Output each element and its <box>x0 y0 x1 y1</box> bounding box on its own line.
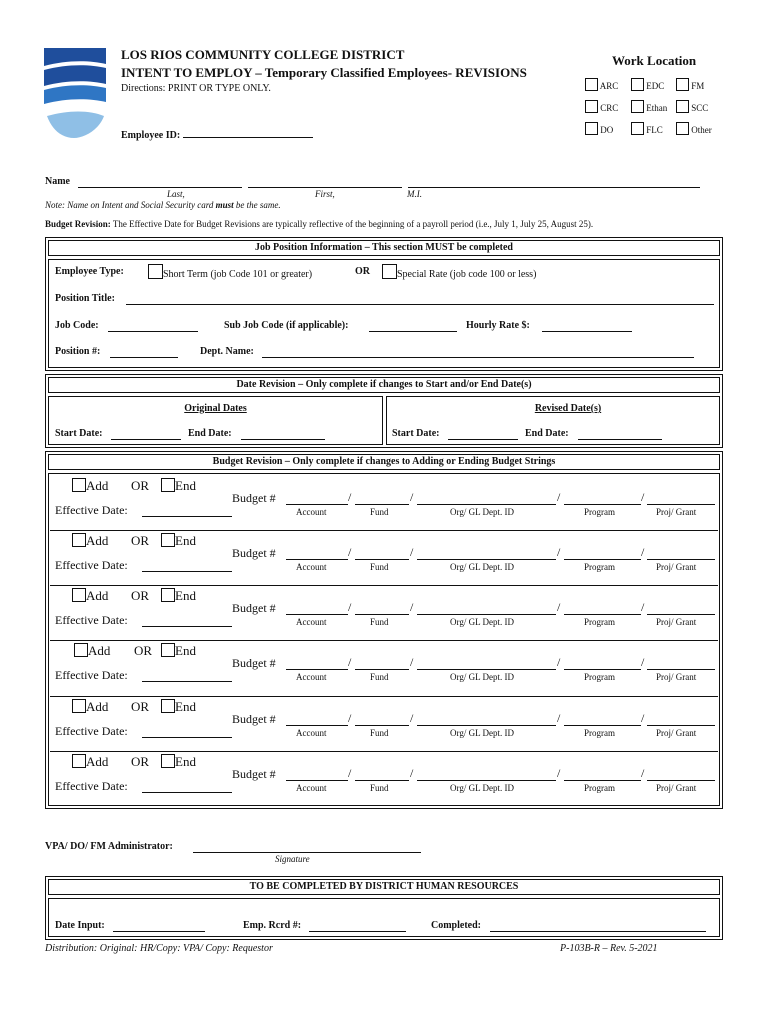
fund-caption: Fund <box>370 672 389 682</box>
checkbox-icon[interactable] <box>161 588 175 602</box>
checkbox-icon[interactable] <box>72 699 86 713</box>
account-caption: Account <box>296 507 327 517</box>
org-dept-line[interactable] <box>417 491 556 505</box>
dept-name-line[interactable] <box>262 346 694 358</box>
emp-rcrd-label: Emp. Rcrd #: <box>243 920 302 931</box>
checkbox-icon[interactable] <box>676 100 689 113</box>
slash-separator: / <box>410 545 414 559</box>
budget-number-label: Budget # <box>232 601 276 615</box>
job-code-line[interactable] <box>108 320 198 332</box>
location-option-fm[interactable]: FM <box>676 78 704 91</box>
fund-line[interactable] <box>355 656 409 670</box>
add-option[interactable]: Add <box>74 643 110 659</box>
effective-date-label: Effective Date: <box>55 724 128 738</box>
position-number-line[interactable] <box>110 346 178 358</box>
checkbox-icon[interactable] <box>72 754 86 768</box>
fund-line[interactable] <box>355 491 409 505</box>
work-location-grid <box>585 78 725 144</box>
org-dept-caption: Org/ GL Dept. ID <box>450 672 514 682</box>
account-line[interactable] <box>286 491 348 505</box>
slash-separator: / <box>348 490 352 504</box>
fund-line[interactable] <box>355 712 409 726</box>
administrator-signature-line[interactable] <box>193 841 421 853</box>
effective-date-label: Effective Date: <box>55 779 128 793</box>
checkbox-icon[interactable] <box>72 533 86 547</box>
date-input-line[interactable] <box>113 920 205 932</box>
fund-line[interactable] <box>355 601 409 615</box>
date-section-header: Date Revision – Only complete if changes to Start and/or End Date(s) <box>236 379 532 390</box>
fund-caption: Fund <box>370 507 389 517</box>
proj-grant-line[interactable] <box>647 546 715 560</box>
proj-grant-caption: Proj/ Grant <box>656 672 697 682</box>
signature-caption: Signature <box>275 854 310 864</box>
location-option-ethan[interactable]: Ethan <box>631 100 667 113</box>
effective-date-line[interactable] <box>142 613 232 627</box>
budget-number-label: Budget # <box>232 767 276 781</box>
org-dept-caption: Org/ GL Dept. ID <box>450 507 514 517</box>
checkbox-icon[interactable] <box>585 100 598 113</box>
completed-label: Completed: <box>431 920 481 931</box>
slash-separator: / <box>557 490 561 504</box>
location-option-arc[interactable]: ARC <box>585 78 618 91</box>
budget-number-label: Budget # <box>232 491 276 505</box>
hourly-rate-label: Hourly Rate $: <box>466 320 530 331</box>
add-end-or: OR <box>131 533 150 548</box>
proj-grant-line[interactable] <box>647 767 715 781</box>
original-end-label: End Date: <box>188 428 232 439</box>
dept-name-label: Dept. Name: <box>200 346 254 357</box>
job-code-label: Job Code: <box>55 320 99 331</box>
slash-separator: / <box>410 766 414 780</box>
special-rate-option[interactable]: Special Rate (job code 100 or less) <box>382 264 536 280</box>
revised-end-label: End Date: <box>525 428 569 439</box>
district-name: LOS RIOS COMMUNITY COLLEGE DISTRICT <box>121 47 405 62</box>
district-logo <box>44 46 110 142</box>
org-dept-line[interactable] <box>417 712 556 726</box>
end-option[interactable]: End <box>161 754 196 770</box>
employee-type-label: Employee Type: <box>55 266 124 277</box>
distribution-note: Distribution: Original: HR/Copy: VPA/ Copy: Requestor <box>45 943 273 954</box>
org-dept-line[interactable] <box>417 601 556 615</box>
original-dates-title: Original Dates <box>184 403 247 414</box>
checkbox-icon[interactable] <box>72 478 86 492</box>
account-line[interactable] <box>286 656 348 670</box>
checkbox-icon[interactable] <box>161 643 175 657</box>
slash-separator: / <box>641 545 645 559</box>
program-caption: Program <box>584 617 615 627</box>
revised-start-line[interactable] <box>448 428 518 440</box>
program-caption: Program <box>584 507 615 517</box>
program-caption: Program <box>584 783 615 793</box>
slash-separator: / <box>641 766 645 780</box>
location-option-edc[interactable]: EDC <box>631 78 664 91</box>
original-start-label: Start Date: <box>55 428 103 439</box>
checkbox-icon[interactable] <box>631 100 644 113</box>
program-line[interactable] <box>564 491 641 505</box>
slash-separator: / <box>641 655 645 669</box>
original-start-line[interactable] <box>111 428 181 440</box>
proj-grant-caption: Proj/ Grant <box>656 617 697 627</box>
program-line[interactable] <box>564 546 641 560</box>
account-line[interactable] <box>286 712 348 726</box>
fund-caption: Fund <box>370 783 389 793</box>
slash-separator: / <box>557 545 561 559</box>
name-note: Note: Name on Intent and Social Security card must be the same. <box>45 200 281 210</box>
location-option-do[interactable]: DO <box>585 122 613 135</box>
budget-row-separator <box>50 696 718 697</box>
last-name-line[interactable] <box>78 176 242 188</box>
first-name-caption: First, <box>315 189 335 199</box>
position-title-line[interactable] <box>126 293 714 305</box>
emp-rcrd-line[interactable] <box>309 920 406 932</box>
add-end-or: OR <box>131 478 150 493</box>
sub-job-code-line[interactable] <box>369 320 457 332</box>
fund-caption: Fund <box>370 562 389 572</box>
revised-start-label: Start Date: <box>392 428 440 439</box>
slash-separator: / <box>410 490 414 504</box>
location-option-scc[interactable]: SCC <box>676 100 708 113</box>
form-title: INTENT TO EMPLOY – Temporary Classified Employees- REVISIONS <box>121 65 527 80</box>
program-caption: Program <box>584 562 615 572</box>
proj-grant-caption: Proj/ Grant <box>656 728 697 738</box>
slash-separator: / <box>641 600 645 614</box>
program-caption: Program <box>584 728 615 738</box>
checkbox-icon[interactable] <box>161 699 175 713</box>
budget-row-separator <box>50 585 718 586</box>
location-option-crc[interactable]: CRC <box>585 100 618 113</box>
slash-separator: / <box>348 600 352 614</box>
slash-separator: / <box>348 545 352 559</box>
add-option[interactable]: Add <box>72 588 108 604</box>
checkbox-icon[interactable] <box>631 122 644 135</box>
slash-separator: / <box>557 711 561 725</box>
slash-separator: / <box>348 766 352 780</box>
add-option[interactable]: Add <box>72 754 108 770</box>
org-dept-caption: Org/ GL Dept. ID <box>450 783 514 793</box>
slash-separator: / <box>557 766 561 780</box>
checkbox-icon[interactable] <box>585 122 598 135</box>
slash-separator: / <box>348 711 352 725</box>
account-line[interactable] <box>286 601 348 615</box>
effective-date-label: Effective Date: <box>55 503 128 517</box>
org-dept-caption: Org/ GL Dept. ID <box>450 562 514 572</box>
revised-dates-title: Revised Date(s) <box>534 403 602 414</box>
account-caption: Account <box>296 783 327 793</box>
effective-date-line[interactable] <box>142 724 232 738</box>
location-option-other[interactable]: Other <box>676 122 712 135</box>
directions: Directions: PRINT OR TYPE ONLY. <box>121 83 271 94</box>
position-title-label: Position Title: <box>55 293 115 304</box>
completed-line[interactable] <box>490 920 706 932</box>
program-line[interactable] <box>564 601 641 615</box>
proj-grant-line[interactable] <box>647 491 715 505</box>
original-end-line[interactable] <box>241 428 325 440</box>
checkbox-icon[interactable] <box>72 588 86 602</box>
fund-line[interactable] <box>355 767 409 781</box>
budget-number-label: Budget # <box>232 712 276 726</box>
checkbox-icon[interactable] <box>74 643 88 657</box>
budget-number-label: Budget # <box>232 546 276 560</box>
org-dept-caption: Org/ GL Dept. ID <box>450 728 514 738</box>
fund-caption: Fund <box>370 617 389 627</box>
add-end-or: OR <box>131 699 150 714</box>
effective-date-line[interactable] <box>142 503 232 517</box>
slash-separator: / <box>410 655 414 669</box>
short-term-option[interactable]: Short Term (job Code 101 or greater) <box>148 264 312 280</box>
account-caption: Account <box>296 672 327 682</box>
hourly-rate-line[interactable] <box>542 320 632 332</box>
program-caption: Program <box>584 672 615 682</box>
add-option[interactable]: Add <box>72 699 108 715</box>
slash-separator: / <box>641 711 645 725</box>
checkbox-icon[interactable] <box>161 533 175 547</box>
slash-separator: / <box>348 655 352 669</box>
checkbox-icon[interactable] <box>161 478 175 492</box>
program-line[interactable] <box>564 767 641 781</box>
job-section-header: Job Position Information – This section MUST be completed <box>255 242 513 253</box>
budget-row-separator <box>50 640 718 641</box>
location-option-flc[interactable]: FLC <box>631 122 663 135</box>
checkbox-icon[interactable] <box>161 754 175 768</box>
position-number-label: Position #: <box>55 346 101 357</box>
checkbox-icon[interactable] <box>676 78 689 91</box>
account-caption: Account <box>296 562 327 572</box>
checkbox-icon[interactable] <box>382 264 397 279</box>
checkbox-icon[interactable] <box>676 122 689 135</box>
effective-date-label: Effective Date: <box>55 613 128 627</box>
employee-id-field[interactable] <box>121 126 313 141</box>
checkbox-icon[interactable] <box>585 78 598 91</box>
mi-caption: M.I. <box>407 189 422 199</box>
budget-row-separator <box>50 530 718 531</box>
slash-separator: / <box>641 490 645 504</box>
name-label: Name <box>45 176 70 187</box>
budget-revision-note: Budget Revision: The Effective Date for Budget Revisions are typically reflective of the beginning of a payroll period (i.e., July 1, July 25, August 25). <box>45 219 594 229</box>
last-name-caption: Last, <box>167 189 185 199</box>
account-line[interactable] <box>286 546 348 560</box>
program-line[interactable] <box>564 656 641 670</box>
budget-number-label: Budget # <box>232 656 276 670</box>
employee-id-line[interactable] <box>183 126 313 138</box>
hr-section-header: TO BE COMPLETED BY DISTRICT HUMAN RESOURCES <box>249 881 519 892</box>
org-dept-line[interactable] <box>417 767 556 781</box>
account-caption: Account <box>296 728 327 738</box>
proj-grant-caption: Proj/ Grant <box>656 562 697 572</box>
first-name-line[interactable] <box>248 176 402 188</box>
add-end-or: OR <box>131 588 150 603</box>
proj-grant-line[interactable] <box>647 712 715 726</box>
sub-job-code-label: Sub Job Code (if applicable): <box>224 320 349 331</box>
proj-grant-caption: Proj/ Grant <box>656 507 697 517</box>
account-caption: Account <box>296 617 327 627</box>
slash-separator: / <box>557 655 561 669</box>
employee-id-label: Employee ID: <box>121 130 181 141</box>
slash-separator: / <box>557 600 561 614</box>
program-line[interactable] <box>564 712 641 726</box>
effective-date-label: Effective Date: <box>55 668 128 682</box>
end-option[interactable]: End <box>161 533 196 549</box>
work-location-title: Work Location <box>612 53 697 68</box>
fund-caption: Fund <box>370 728 389 738</box>
end-option[interactable]: End <box>161 588 196 604</box>
effective-date-line[interactable] <box>142 558 232 572</box>
proj-grant-line[interactable] <box>647 656 715 670</box>
form-number: P-103B-R – Rev. 5-2021 <box>560 943 658 954</box>
middle-initial-line[interactable] <box>408 176 700 188</box>
administrator-label: VPA/ DO/ FM Administrator: <box>45 841 173 852</box>
budget-section-header: Budget Revision – Only complete if changes to Adding or Ending Budget Strings <box>212 456 556 467</box>
slash-separator: / <box>410 711 414 725</box>
fund-line[interactable] <box>355 546 409 560</box>
slash-separator: / <box>410 600 414 614</box>
add-end-or: OR <box>131 754 150 769</box>
org-dept-line[interactable] <box>417 656 556 670</box>
add-option[interactable]: Add <box>72 533 108 549</box>
account-line[interactable] <box>286 767 348 781</box>
proj-grant-line[interactable] <box>647 601 715 615</box>
end-option[interactable]: End <box>161 478 196 494</box>
budget-row-separator <box>50 751 718 752</box>
checkbox-icon[interactable] <box>148 264 163 279</box>
date-input-label: Date Input: <box>55 920 105 931</box>
proj-grant-caption: Proj/ Grant <box>656 783 697 793</box>
org-dept-line[interactable] <box>417 546 556 560</box>
end-option[interactable]: End <box>161 699 196 715</box>
effective-date-line[interactable] <box>142 779 232 793</box>
add-option[interactable]: Add <box>72 478 108 494</box>
revised-end-line[interactable] <box>578 428 662 440</box>
effective-date-label: Effective Date: <box>55 558 128 572</box>
employee-type-or: OR <box>355 266 370 277</box>
end-option[interactable]: End <box>161 643 196 659</box>
org-dept-caption: Org/ GL Dept. ID <box>450 617 514 627</box>
checkbox-icon[interactable] <box>631 78 644 91</box>
effective-date-line[interactable] <box>142 668 232 682</box>
add-end-or: OR <box>134 643 153 658</box>
